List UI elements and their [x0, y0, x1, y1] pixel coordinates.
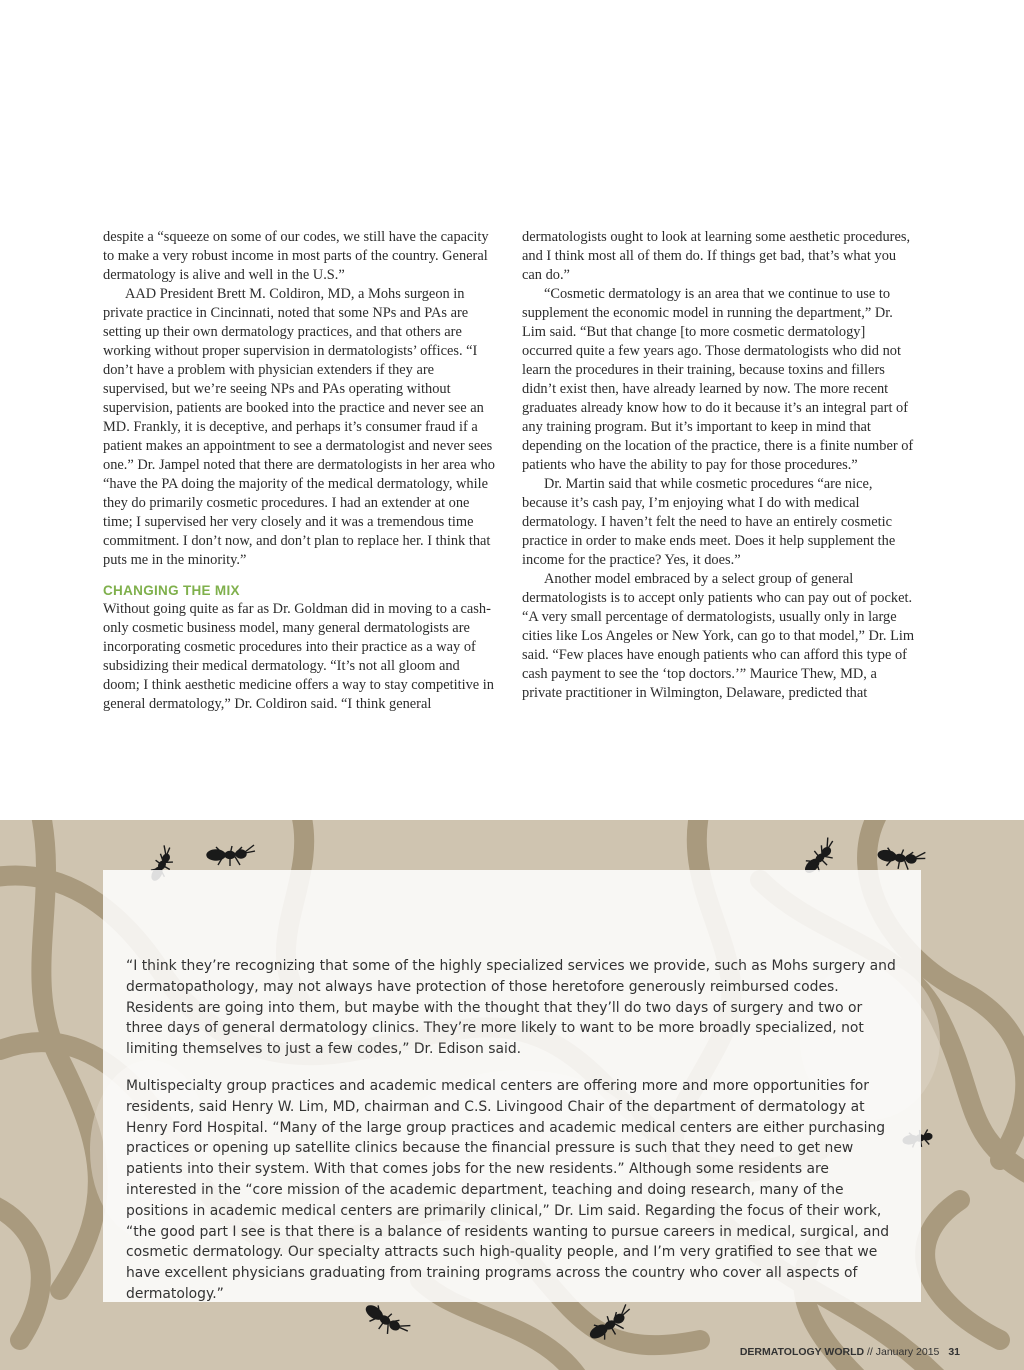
right-paragraph-4: Another model embraced by a select group of general dermatologists is to accept only patients who can pay out of pocket. “A very small percentage of dermatologists, usually only in large cities like Los Angeles or New York, can go to that model,” Dr. Lim said. “Few places have enough patients who can afford this type of cash payment to see the ‘top doctors.’” Maurice Thew, MD, a private practitioner in Wilmington, Delaware, predicted that	[522, 571, 915, 701]
quote-box-paragraph-1	[126, 956, 901, 1060]
ant-icon	[207, 845, 255, 866]
issue-date: // January 2015	[867, 1346, 940, 1358]
page-footer	[740, 1346, 960, 1358]
left-paragraph-3: Without going quite as far as Dr. Goldman did in moving to a cash-only cosmetic business model, many general dermatologists are incorporating cosmetic procedures into their practice as a way of subsidizing their medical dermatology. “It’s not all gloom and doom; I think aesthetic medicine offers a way to stay competitive in general dermatology,” Dr. Coldiron said. “I think general	[103, 601, 494, 712]
magazine-title: DERMATOLOGY WORLD	[739, 1346, 865, 1358]
ant-icon	[876, 844, 926, 873]
page-number: 31	[948, 1346, 960, 1358]
right-paragraph-3: Dr. Martin said that while cosmetic procedures “are nice, because it’s cash pay, I’m enjoying what I do with medical dermatology. I haven’t felt the need to have an entirely cosmetic practice in order to make ends meet. Does it help supplement the income for the practice? Yes, it does.”	[522, 476, 896, 568]
left-paragraph-2: AAD President Brett M. Coldiron, MD, a Mohs surgeon in private practice in Cincinnati, noted that some NPs and PAs are setting up their own dermatology practices, and that others are working without proper supervision in dermatologists’ offices. “I don’t have a problem with physician extenders if they are supervised, but we’re seeing NPs and PAs operating without supervision, patients are booked into the practice and never see an MD. Frankly, it is deceptive, and perhaps it’s consumer fraud if a patient makes an appointment to see a dermatologist and never sees one.” Dr. Jampel noted that there are dermatologists in her area who “have the PA doing the majority of the medical dermatology, while they do primarily cosmetic procedures. I had an extender at one time; I supervised her very closely and it was a tremendous time commitment. I don’t now, and don’t plan to replace her. I think that puts me in the minority.”	[103, 286, 496, 568]
left-column	[103, 228, 499, 714]
quote-box-paragraph-2	[126, 1076, 901, 1305]
left-paragraph-1: despite a “squeeze on some of our codes, we still have the capacity to make a very robust income in most parts of the country. General dermatology is alive and well in the U.S.”	[103, 229, 489, 283]
quote-text-1: “I think they’re recognizing that some of the highly specialized services we provide, such as Mohs surgery and dermatopathology, may not always have protection of those heretofore generously reimbursed codes. Residents are going into them, but maybe with the thought that they’ll do two days of surgery and two or three days of general dermatology clinics. They’re more likely to want to be more broadly specialized, not limiting themselves to just a few codes,” Dr. Edison said.	[126, 958, 896, 1058]
right-column	[522, 228, 918, 703]
quote-text-2: Multispecialty group practices and academic medical centers are offering more and more opportunities for residents, said Henry W. Lim, MD, chairman and C.S. Livingood Chair of the department of dermatology at Henry Ford Hospital. “Many of the large group practices and academic medical centers are either purchasing practices or opening up satellite clinics because the financial pressure is such that they need to get new patients into their system. With that comes jobs for the new residents.” Although some residents are interested in the “core mission of the academic department, teaching and doing research, many of the positions in academic medical centers are primarily clinical,” Dr. Lim said. Regarding the focus of their work, “the good part I see is that there is a balance of residents wanting to pursue careers in medical, surgical, and cosmetic dermatology. Our specialty attracts such high-quality people, and I’m very gratified to see that we have excellent physicians graduating from training programs across the country who cover all aspects of dermatology.”	[126, 1078, 890, 1302]
right-paragraph-1: dermatologists ought to look at learning some aesthetic procedures, and I think most all of them do. If things get bad, that’s what you can do.”	[522, 229, 911, 283]
right-paragraph-2: “Cosmetic dermatology is an area that we continue to use to supplement the economic model in running the department,” Dr. Lim said. “But that change [to more cosmetic dermatology] occurred quite a few years ago. Those dermatologists who did not learn the procedures in their training, because toxins and fillers didn’t exist then, have already learned by now. The more recent graduates already know how to do it because it’s an integral part of any training program. But it’s important to keep in mind that depending on the location of the practice, there is a finite number of patients who have the ability to pay for those procedures.”	[522, 286, 914, 473]
ant-icon	[361, 1299, 412, 1343]
section-subhead: CHANGING THE MIX	[103, 583, 240, 598]
